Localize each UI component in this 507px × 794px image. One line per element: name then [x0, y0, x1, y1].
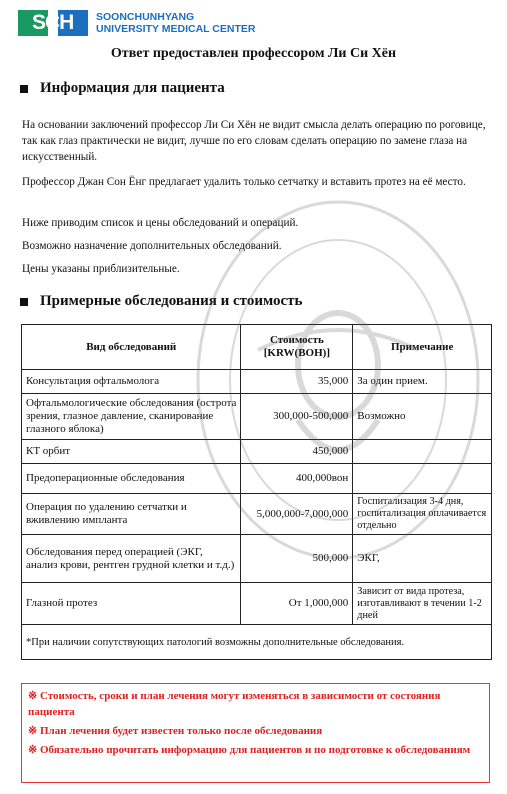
- table-footnote: *При наличии сопутствующих патологий возможны дополнительные обследования.: [22, 625, 492, 660]
- warning-line: ※ Обязательно прочитать информацию для пациентов и по подготовке к обследованиям: [28, 744, 471, 756]
- section-heading-patient-info: Информация для пациента: [20, 80, 225, 97]
- exam-name: Предоперационные обследования: [22, 464, 241, 494]
- table-row: [22, 464, 492, 494]
- hospital-logo: [18, 10, 255, 36]
- exam-name: КТ орбит: [22, 440, 241, 464]
- exam-note: Госпитализация 3-4 дня, госпитализация оплачивается отдельно: [353, 494, 492, 535]
- exam-price: 300,000-500,000: [241, 394, 353, 440]
- exam-note: Зависит от вида протеза, изготавливают в течении 1-2 дней: [353, 583, 492, 625]
- exam-note: Возможно: [353, 394, 492, 440]
- exam-price: 400,000вон: [241, 464, 353, 494]
- paragraph-5: Цены указаны приблизительные.: [22, 263, 180, 275]
- exam-note: [353, 464, 492, 494]
- cost-table: [21, 324, 492, 660]
- table-row: [22, 440, 492, 464]
- table-row: [22, 583, 492, 625]
- exam-note: [353, 440, 492, 464]
- exam-name: Операция по удалению сетчатки и вживлению импланта: [22, 494, 241, 535]
- exam-price: 35,000: [241, 370, 353, 394]
- bullet-square-icon: [20, 298, 28, 306]
- exam-name: Офтальмологические обследования (острота зрения, глазное давление, сканирование глазного яблока): [22, 394, 241, 440]
- logo-mark: SCH: [18, 10, 88, 36]
- table-header-row: [22, 325, 492, 370]
- paragraph-4: Возможно назначение дополнительных обследований.: [22, 240, 282, 252]
- exam-name: Глазной протез: [22, 583, 241, 625]
- exam-price: 5,000,000-7,000,000: [241, 494, 353, 535]
- paragraph-2: Профессор Джан Сон Ёнг предлагает удалить только сетчатку и вставить протез на её место.: [22, 176, 466, 188]
- table-row: [22, 370, 492, 394]
- table-row: [22, 535, 492, 583]
- column-header: Стоимость [KRW(ВОН)]: [241, 325, 353, 370]
- logo-text: [96, 11, 255, 35]
- page-title: Ответ предоставлен профессором Ли Си Хён: [110, 46, 397, 61]
- section-heading-costs: Примерные обследования и стоимость: [20, 293, 302, 310]
- logo-line1: SOONCHUNHYANG: [96, 11, 195, 23]
- warning-line: ※ План лечения будет известен только после обследования: [28, 725, 323, 737]
- bullet-square-icon: [20, 85, 28, 93]
- exam-price: 500,000: [241, 535, 353, 583]
- warning-line: ※ Стоимость, сроки и план лечения могут изменяться в зависимости от состояния пациента: [28, 690, 441, 718]
- table-row: [22, 494, 492, 535]
- exam-price: 450,000: [241, 440, 353, 464]
- exam-name: Обследования перед операцией (ЭКГ, анализ крови, рентген грудной клетки и т.д.): [22, 535, 241, 583]
- exam-note: ЭКГ,: [353, 535, 492, 583]
- warning-box: [21, 683, 490, 783]
- paragraph-3: Ниже приводим список и цены обследований и операций.: [22, 217, 299, 229]
- exam-note: За один прием.: [353, 370, 492, 394]
- exam-price: От 1,000,000: [241, 583, 353, 625]
- column-header: Вид обследований: [22, 325, 241, 370]
- logo-line2: UNIVERSITY MEDICAL CENTER: [96, 23, 256, 35]
- column-header: Примечание: [353, 325, 492, 370]
- table-footnote-row: [22, 625, 492, 660]
- exam-name: Консультация офтальмолога: [22, 370, 241, 394]
- table-row: [22, 394, 492, 440]
- paragraph-1: На основании заключений профессор Ли Си Хён не видит смысла делать операцию по роговице, так как глаз практически не видит, лучше по его словам сделать операцию по замене глаза на искусственный.: [22, 119, 486, 163]
